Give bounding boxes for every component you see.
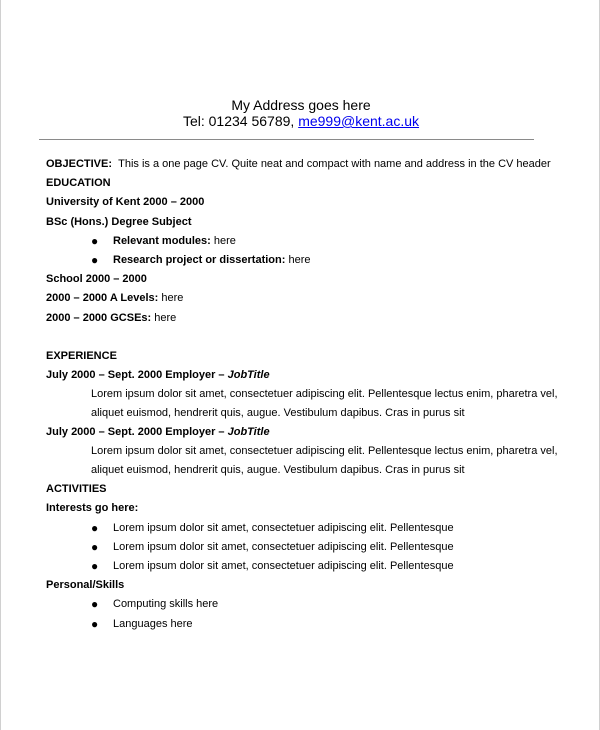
bullet-icon: ● — [91, 539, 99, 554]
job-title: JobTitle — [227, 368, 270, 381]
bullet-text: here — [213, 234, 236, 247]
list-item — [46, 538, 566, 557]
bullet-icon: ● — [91, 559, 99, 573]
job-dates: July 2000 – Sept. 2000 Employer – — [46, 368, 228, 381]
cv-body — [46, 155, 566, 634]
experience-heading: EXPERIENCE — [46, 349, 117, 362]
interests-heading: Interests go here: — [46, 502, 139, 515]
alevels-line — [46, 289, 566, 308]
job-title: JobTitle — [227, 426, 270, 439]
address-line: My Address goes here — [231, 97, 371, 113]
job-description: Lorem ipsum dolor sit amet, consectetuer adipiscing elit. Pellentesque lectus enim, pharetra vel, aliquet euismod, hendrerit quis, augue. Vestibulum dapibus. Cras in purus sit — [91, 445, 558, 477]
objective — [46, 155, 566, 174]
header-divider — [39, 139, 534, 140]
gcses-line — [46, 309, 566, 328]
skill-text: Computing skills here — [113, 598, 219, 611]
bullet-label: Relevant modules: — [113, 234, 211, 247]
list-item — [46, 251, 566, 270]
bullet-text: here — [288, 253, 311, 266]
alevels-text: here — [161, 292, 184, 305]
university-line: University of Kent 2000 – 2000 — [46, 196, 205, 209]
gcses-text: here — [154, 311, 177, 324]
list-item — [46, 232, 566, 251]
interest-text: Lorem ipsum dolor sit amet, consectetuer adipiscing elit. Pellentesque — [113, 521, 454, 534]
skills-heading: Personal/Skills — [46, 579, 125, 592]
bullet-icon: ● — [91, 616, 99, 631]
bullet-icon: ● — [91, 597, 99, 612]
education-heading: EDUCATION — [46, 177, 111, 190]
interest-text: Lorem ipsum dolor sit amet, consectetuer adipiscing elit. Pellentesque — [113, 560, 454, 572]
telephone: Tel: 01234 56789, — [182, 113, 299, 129]
degree-line: BSc (Hons.) Degree Subject — [46, 215, 192, 228]
cv-header — [1, 97, 600, 129]
list-item — [46, 519, 566, 538]
list-item — [46, 557, 566, 576]
bullet-label: Research project or dissertation: — [113, 253, 286, 266]
list-item — [46, 595, 566, 614]
school-line: School 2000 – 2000 — [46, 273, 147, 286]
spacer — [46, 328, 566, 347]
job-dates: July 2000 – Sept. 2000 Employer – — [46, 426, 228, 439]
contact-line — [1, 113, 600, 129]
bullet-icon: ● — [91, 252, 99, 267]
email-link[interactable]: me999@kent.ac.uk — [298, 113, 420, 129]
activities-heading: ACTIVITIES — [46, 483, 107, 496]
list-item — [46, 615, 566, 634]
interest-text: Lorem ipsum dolor sit amet, consectetuer adipiscing elit. Pellentesque — [113, 540, 454, 553]
bullet-icon: ● — [91, 520, 99, 535]
bullet-icon: ● — [91, 233, 99, 248]
skill-text: Languages here — [113, 617, 193, 630]
objective-text: This is a one page CV. Quite neat and compact with name and address in the CV header — [118, 158, 551, 170]
job-line — [46, 366, 566, 385]
gcses-label: 2000 – 2000 GCSEs: — [46, 311, 152, 324]
alevels-label: 2000 – 2000 A Levels: — [46, 292, 159, 305]
job-line — [46, 423, 566, 442]
job-description: Lorem ipsum dolor sit amet, consectetuer adipiscing elit. Pellentesque lectus enim, pharetra vel, aliquet euismod, hendrerit quis, augue. Vestibulum dapibus. Cras in purus sit — [91, 388, 558, 420]
objective-label: OBJECTIVE: — [46, 158, 113, 170]
